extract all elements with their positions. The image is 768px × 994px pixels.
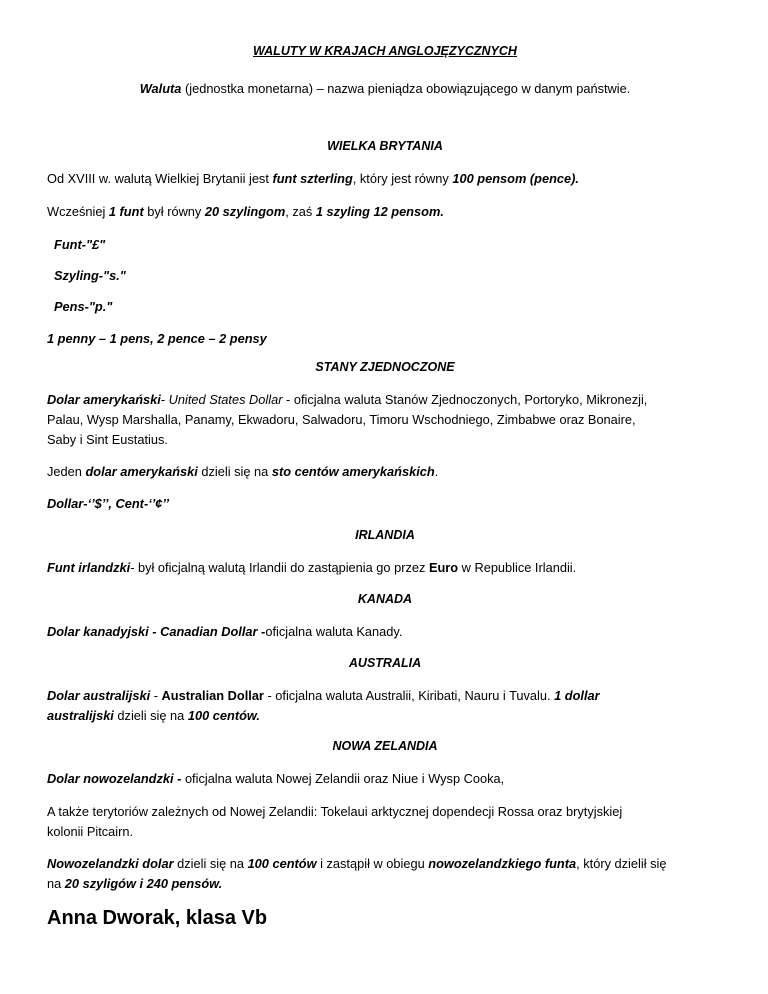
- text: funt szterling: [272, 171, 353, 186]
- text: i zastąpił w obiegu: [316, 856, 429, 871]
- text: -: [150, 688, 162, 703]
- nz-paragraph-2: A także terytoriów zależnych od Nowej Zelandii: Tokelaui arktycznej dopendecji Rossa oraz brytyjskiej: [47, 804, 623, 819]
- text: , który dzielił się: [576, 856, 667, 871]
- text: 20 szyligów i 240 pensów.: [64, 876, 223, 891]
- definition-term: Waluta: [139, 81, 182, 96]
- text: Euro: [428, 560, 459, 575]
- usa-paragraph-1: [47, 390, 723, 409]
- nz-paragraph-3-line-2: [47, 874, 723, 893]
- uk-paragraph-2: [47, 202, 723, 221]
- text: - oficjalna waluta Australii, Kiribati, Nauru i Tuvalu.: [263, 688, 555, 703]
- definition-paragraph: [47, 79, 723, 98]
- nz-paragraph-3: [47, 854, 723, 873]
- text: nowozelandzkiego funta: [428, 856, 577, 871]
- text: Funt irlandzki: [47, 560, 131, 575]
- uk-symbol-pound: Funt-"£": [54, 237, 106, 252]
- heading-uk: WIELKA BRYTANIA: [327, 139, 443, 153]
- uk-paragraph-1: [47, 169, 723, 188]
- text: dzieli się na: [173, 856, 248, 871]
- text: oficjalna waluta Nowej Zelandii oraz Niue i Wysp Cooka,: [184, 771, 505, 786]
- text: 20 szylingom: [204, 204, 286, 219]
- text: 100 centów.: [187, 708, 260, 723]
- text: , który jest równy: [352, 171, 453, 186]
- text: Dolar australijski: [47, 688, 151, 703]
- text: w Republice Irlandii.: [458, 560, 577, 575]
- text: oficjalna waluta Kanady.: [265, 624, 403, 639]
- author-signature: Anna Dworak, klasa Vb: [47, 907, 268, 929]
- text: - oficjalna waluta Stanów Zjednoczonych, Portoryko, Mikronezji,: [282, 392, 648, 407]
- uk-plural-note: 1 penny – 1 pens, 2 pence – 2 pensy: [47, 331, 267, 346]
- text: Dolar amerykański: [47, 392, 161, 407]
- text: Australian Dollar: [161, 688, 264, 703]
- uk-symbol-shilling: Szyling-"s.": [54, 268, 126, 283]
- text: , zaś: [285, 204, 316, 219]
- text: dzieli się na: [197, 464, 272, 479]
- australia-paragraph: [47, 686, 723, 705]
- text: 100 centów: [247, 856, 317, 871]
- text: 1 funt: [108, 204, 144, 219]
- text: dzieli się na: [113, 708, 188, 723]
- usa-paragraph-2: [47, 462, 723, 481]
- definition-text: (jednostka monetarna) – nazwa pieniądza obowiązującego w danym państwie.: [181, 81, 631, 96]
- text: .: [434, 464, 439, 479]
- canada-paragraph: [47, 622, 723, 641]
- text: australijski: [47, 708, 114, 723]
- document-title: WALUTY W KRAJACH ANGLOJĘZYCZNYCH: [253, 44, 517, 58]
- text: Wcześniej: [47, 204, 109, 219]
- uk-symbol-pence: Pens-"p.": [54, 299, 113, 314]
- australia-paragraph-line-2: [47, 706, 723, 725]
- heading-usa: STANY ZJEDNOCZONE: [315, 360, 455, 374]
- text: Dolar kanadyjski - Canadian Dollar -: [47, 624, 266, 639]
- heading-canada: KANADA: [357, 592, 413, 606]
- nz-paragraph-1: [47, 769, 723, 788]
- usa-paragraph-1-line-2: Palau, Wysp Marshalla, Panamy, Ekwadoru, Salwadoru, Timoru Wschodniego, Zimbabwe oraz Bonaire,: [47, 412, 636, 427]
- text: - był oficjalną walutą Irlandii do zastąpienia go przez: [130, 560, 429, 575]
- text: dolar amerykański: [85, 464, 198, 479]
- text: był równy: [143, 204, 205, 219]
- text: Dolar nowozelandzki -: [47, 771, 185, 786]
- text: 1 dollar: [554, 688, 600, 703]
- heading-ireland: IRLANDIA: [355, 528, 415, 542]
- text: sto centów amerykańskich: [271, 464, 435, 479]
- text: Jeden: [47, 464, 86, 479]
- heading-australia: AUSTRALIA: [348, 656, 422, 670]
- text: 100 pensom (pence).: [452, 171, 579, 186]
- text: Nowozelandzki dolar: [47, 856, 174, 871]
- text: United States Dollar: [168, 392, 283, 407]
- heading-new-zealand: NOWA ZELANDIA: [332, 739, 438, 753]
- nz-paragraph-2-line-2: kolonii Pitcairn.: [47, 824, 134, 839]
- ireland-paragraph: [47, 558, 723, 577]
- usa-paragraph-1-line-3: Saby i Sint Eustatius.: [47, 432, 168, 447]
- usa-symbols: Dollar-‘’$’’, Cent-‘’¢’’: [47, 496, 170, 511]
- text: 1 szyling 12 pensom.: [315, 204, 444, 219]
- text: na: [47, 876, 65, 891]
- text: -: [160, 392, 169, 407]
- text: Od XVIII w. walutą Wielkiej Brytanii jest: [47, 171, 273, 186]
